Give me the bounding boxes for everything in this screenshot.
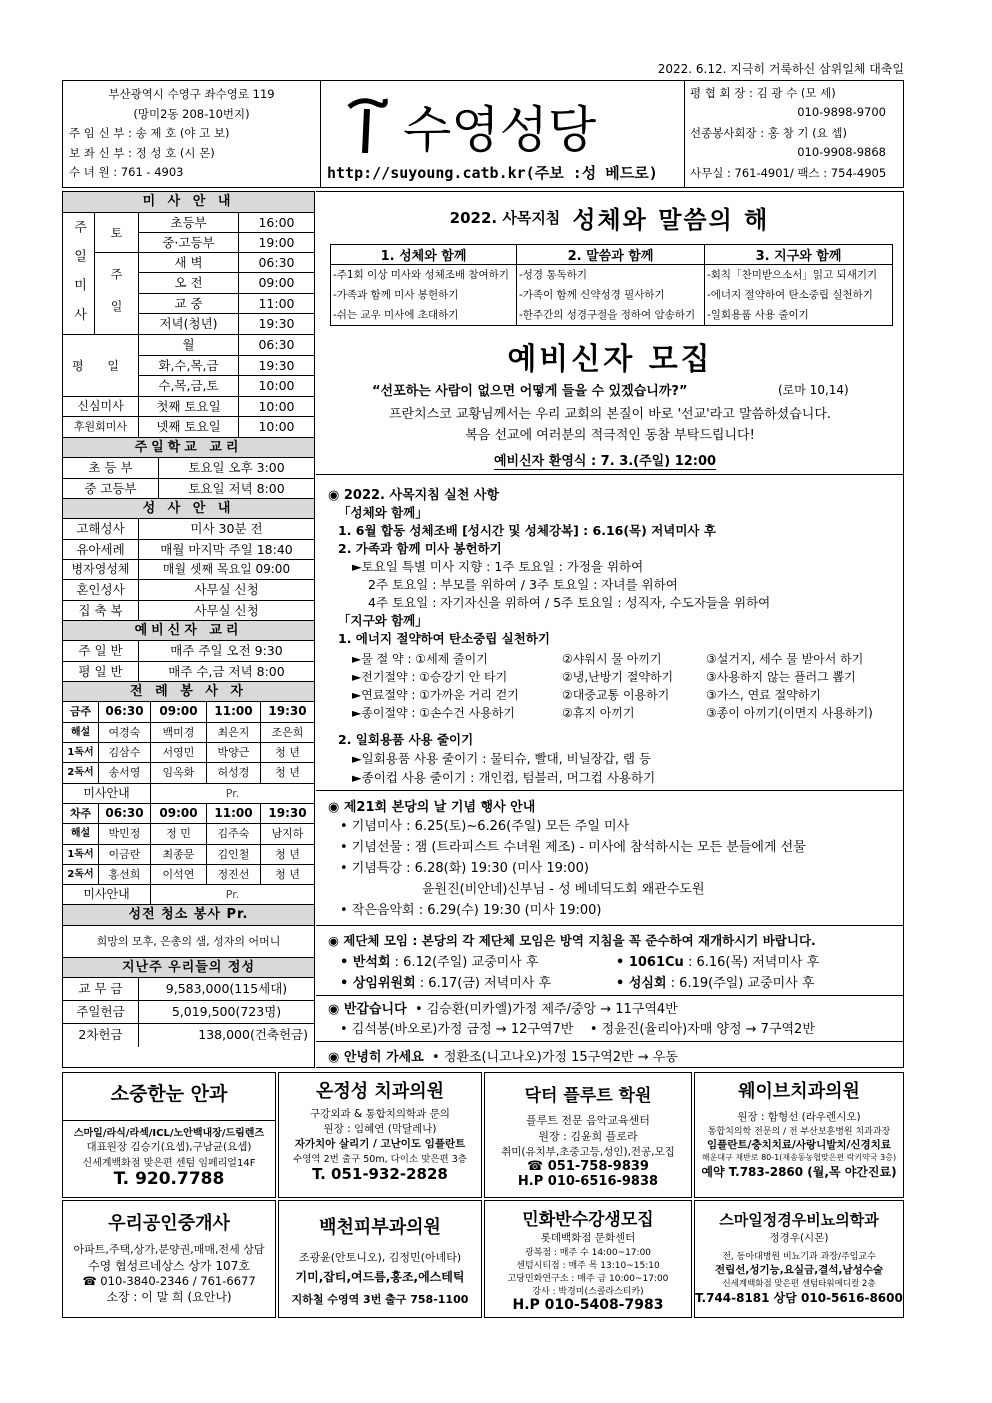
energy-item: ②대중교통 이용하기 — [562, 688, 670, 702]
group-time: 6.19(주일) 교중미사 후 — [679, 976, 815, 991]
mass-name: 화,수,목,금 — [139, 356, 239, 375]
offering-amount: 138,000(건축헌금) — [198, 1027, 308, 1043]
server-name: 정진선 — [207, 865, 261, 884]
ad-line: 구강외과 & 통합치의학과 문의 — [310, 1108, 450, 1120]
sacrament-time: 매월 셋째 목요일 09:00 — [162, 561, 291, 576]
school-time: 토요일 저녁 8:00 — [188, 480, 285, 496]
server-name: 조은희 — [271, 725, 304, 739]
cleaning-groups: 희망의 모후, 은총의 샘, 성자의 어머니 — [63, 926, 314, 958]
sunday-mass-label: 주 일 미 사 — [63, 213, 95, 335]
server-name: 남지하 — [271, 827, 304, 841]
group-time: 6.17(금) 저녁미사 후 — [428, 976, 551, 991]
ad-line: 원장 : 김윤희 플로라 — [538, 1130, 638, 1143]
server-name: 청 년 — [275, 746, 300, 760]
ad-phone: H.P 010-6516-9838 — [517, 1174, 659, 1189]
recruit-line2: 복음 선교에 여러분의 적극적인 동참 부탁드립니다! — [465, 428, 755, 443]
guide-label: 미사안내 — [63, 784, 151, 803]
server-name: 청 년 — [275, 867, 300, 881]
week-label: 금주 — [63, 702, 99, 721]
ad-phone: T. 051-932-2828 — [312, 1165, 448, 1183]
guide-value: Pr. — [225, 786, 240, 800]
ad-line: 수영역 2번 출구 50m, 다이소 맞은편 3층 — [293, 1154, 467, 1165]
recruit-quote: “선포하는 사람이 없으면 어떻게 들을 수 있겠습니까?” — [372, 384, 688, 399]
server-name: 청 년 — [275, 766, 300, 780]
farewell-item: • 정환조(니고나오)가정 15구역2반 → 우동 — [432, 1050, 678, 1065]
ad-phone: T.744-8181 상담 010-5616-8600 — [695, 1291, 903, 1305]
weekday-label: 평 일 — [63, 335, 139, 396]
divider — [316, 995, 904, 996]
role: 2독서 — [63, 763, 99, 782]
class-name: 평 일 반 — [63, 662, 139, 681]
welcome-section — [328, 1000, 815, 1040]
ad-urology[interactable] — [694, 1200, 904, 1318]
convent: 수 녀 원 : 761 - 4903 — [69, 165, 184, 179]
ad-line: 원장 : 함형선 (라우렌시오) — [737, 1111, 861, 1123]
practice-line: 1. 6월 합동 성체조배 [성시간 및 성체강복] : 6.16(목) 저녁미사 후 — [338, 523, 716, 538]
left-column — [62, 191, 315, 1068]
sacrament-title: 성 사 안 내 — [63, 499, 314, 520]
offering-amount: 5,019,500(723명) — [171, 1004, 282, 1020]
ad-line: 스마일/라식/라섹/ICL/노안백내장/드림렌즈 — [63, 1120, 275, 1139]
role: 1독서 — [63, 743, 99, 762]
energy-item: ③설거지, 세수 물 받아서 하기 — [706, 652, 864, 666]
logo-area — [321, 81, 685, 187]
ad-title: 온정성 치과의원 — [316, 1081, 444, 1102]
pastoral-item: -가족과 함께 미사 봉헌하기 — [333, 289, 459, 301]
offering-name: 2차헌금 — [63, 1024, 139, 1047]
mass-time: 19:00 — [258, 234, 295, 250]
mass-time: 06:30 — [258, 255, 295, 271]
server-name: 정 민 — [151, 824, 207, 843]
server-name: 허성경 — [207, 763, 261, 782]
saturday-label: 토 — [95, 213, 139, 254]
ad-dental-2[interactable] — [694, 1072, 904, 1198]
devotion-mass: 신심미사 — [63, 397, 139, 416]
address: 부산광역시 수영구 좌수영로 119 — [108, 87, 275, 101]
server-time: 19:30 — [268, 704, 307, 719]
pastoral-col-title: 1. 성체와 함께 — [331, 245, 516, 265]
guide-value: Pr. — [225, 888, 240, 902]
cleaning-title: 성전 청소 봉사 Pr. — [63, 905, 314, 926]
practice-lines — [338, 504, 770, 648]
mass-name: 저녁(청년) — [139, 314, 239, 334]
server-time: 11:00 — [207, 804, 261, 823]
ad-phone: 소장 : 이 말 희 (요안나) — [106, 1290, 232, 1304]
server-name: 박양근 — [207, 743, 261, 762]
server-name: 김주숙 — [207, 824, 261, 843]
ad-phone: 예약 T.783-2860 (월,목 야간진료) — [701, 1165, 897, 1179]
energy-item: ►연료절약 : ①가까운 거리 걷기 — [352, 688, 519, 702]
devotion-time: 10:00 — [258, 399, 295, 415]
sacrament-name: 유아세례 — [63, 540, 139, 559]
feast-line: • 기념선물 : 잼 (트라피스트 수녀원 제조) - 미사에 참석하시는 모든 분들에게 선물 — [340, 840, 806, 855]
ad-line: 전, 동아대병원 비뇨기과 과장/주임교수 — [722, 1252, 876, 1262]
server-name: 이석연 — [151, 865, 207, 884]
disposable-line: 2. 일회용품 사용 줄이기 — [338, 732, 474, 747]
ad-line: 조광윤(안토니오), 김정민(아녜타) — [298, 1251, 462, 1264]
ad-title: 닥터 플루트 학원 — [524, 1086, 652, 1106]
feast-head: ◉ 제21회 본당의 날 기념 행사 안내 — [328, 800, 536, 815]
class-time: 매주 주일 오전 9:30 — [170, 643, 283, 659]
ad-line: 플루트 전문 음악교육센터 — [526, 1114, 650, 1127]
funeral-phone: 010-9908-9868 — [797, 145, 886, 159]
mass-title: 미 사 안 내 — [63, 192, 314, 213]
feast-line: 윤원진(비안네)신부님 - 성 베네딕도회 왜관수도원 — [422, 882, 705, 897]
energy-item: ②휴지 아끼기 — [562, 706, 635, 720]
server-name: 서영민 — [151, 743, 207, 762]
class-time: 매주 수,금 저녁 8:00 — [168, 663, 285, 679]
server-name: 이금란 — [99, 845, 151, 864]
welcome-head: ◉ 반갑습니다 — [328, 1002, 407, 1017]
sunday-label: 주 일 — [95, 253, 139, 334]
ad-phone: H.P 010-5408-7983 — [512, 1297, 664, 1313]
pastoral-item: -에너지 절약하여 탄소중립 실천하기 — [707, 289, 873, 301]
practice-line: 1. 에너지 절약하여 탄소중립 실천하기 — [338, 631, 550, 646]
week-label: 차주 — [63, 804, 99, 823]
divider — [316, 790, 904, 791]
pastoral-table — [330, 244, 893, 326]
ad-phone: ☎ 051-758-9839 — [527, 1159, 649, 1174]
school-time: 토요일 오후 3:00 — [188, 460, 285, 476]
pastoral-item: -쉬는 교우 미사에 초대하기 — [333, 309, 459, 321]
office-contact: 사무실 : 761-4901/ 팩스 : 754-4905 — [690, 166, 887, 180]
pastor: 주 임 신 부 : 송 제 호 (야 고 보) — [69, 126, 230, 140]
pastoral-item: -성경 통독하기 — [519, 269, 587, 281]
right-column — [316, 191, 904, 1068]
ad-title: 소중한눈 안과 — [110, 1083, 228, 1105]
server-name: 박민정 — [99, 824, 151, 843]
mass-time: 06:30 — [258, 337, 295, 353]
ad-dental-1[interactable] — [278, 1072, 482, 1198]
server-time: 09:00 — [151, 702, 207, 721]
devotion-day: 첫째 토요일 — [139, 397, 239, 416]
mass-name: 교 중 — [139, 294, 239, 313]
ad-title: 민화반수강생모집 — [522, 1210, 654, 1230]
ad-phone: 지하철 수영역 3번 출구 758-1100 — [291, 1293, 469, 1306]
ad-line: 취미(유치부,초중고등,성인),전공,모집 — [501, 1146, 675, 1158]
mass-time: 19:30 — [258, 357, 295, 373]
farewell-head: ◉ 안녕히 가세요 — [328, 1050, 424, 1065]
energy-item: ③사용하지 않는 플러그 뽑기 — [706, 670, 856, 684]
sacrament-time: 매월 마지막 주일 18:40 — [160, 541, 293, 557]
pastoral-year: 2022. 사목지침 — [449, 208, 561, 227]
pastoral-col — [517, 245, 705, 325]
role: 해설 — [63, 723, 99, 742]
role: 해설 — [63, 824, 99, 843]
ad-line: 고당민화연구소 : 매주 금 10:00~17:00 — [507, 1274, 669, 1284]
mass-time: 09:00 — [258, 275, 295, 291]
disposable-line: ►종이컵 사용 줄이기 : 개인컵, 텀블러, 머그컵 사용하기 — [352, 770, 656, 785]
server-name: 여경숙 — [99, 723, 151, 742]
energy-item: ②냉,난방기 절약하기 — [562, 670, 674, 684]
funeral-president: 선종봉사회장 : 홍 창 기 (요 셉) — [690, 126, 847, 140]
mass-name: 월 — [139, 335, 239, 354]
pastoral-col — [331, 245, 517, 325]
group-time: 6.16(목) 저녁미사 후 — [696, 955, 820, 970]
pastoral-item: -가족이 함께 신약성경 필사하기 — [519, 289, 665, 301]
practice-line: 「성체와 함께」 — [338, 505, 428, 520]
server-name: 최종문 — [151, 845, 207, 864]
energy-item: ►전기절약 : ①승강기 안 타기 — [352, 670, 508, 684]
ad-line: 아파트,주택,상가,분양권,매매,전세 상담 — [73, 1243, 265, 1256]
energy-item: ►종이절약 : ①손수건 사용하기 — [352, 706, 515, 720]
masthead — [62, 80, 904, 188]
ad-line: 신세계백화점 맞은편 센텀타워메디컬 2층 — [722, 1279, 876, 1289]
ad-line: 강사 : 박경미(스콜라스티카) — [532, 1287, 644, 1297]
sacrament-time: 사무실 신청 — [194, 582, 259, 598]
guide-label: 미사안내 — [63, 885, 151, 904]
divider — [316, 925, 904, 926]
catechumen-title: 예비신자 교리 — [63, 621, 314, 642]
group-time: 6.12(주일) 교중미사 후 — [403, 955, 539, 970]
server-time: 09:00 — [151, 804, 207, 823]
pastoral-col-title: 2. 말씀과 함께 — [517, 245, 704, 265]
pastoral-item: -주1회 이상 미사와 성체조배 참여하기 — [333, 269, 509, 281]
mass-time: 11:00 — [258, 295, 295, 311]
server-name: 김인철 — [207, 845, 261, 864]
sacrament-name: 병자영성체 — [63, 560, 139, 579]
practice-line: 「지구와 함께」 — [338, 613, 428, 628]
ad-line: 자가치아 살리기 / 고난이도 임플란트 — [294, 1138, 466, 1150]
divider — [316, 474, 904, 475]
mass-time: 16:00 — [258, 214, 295, 230]
mass-time: 10:00 — [258, 377, 295, 393]
ad-eye-clinic[interactable] — [62, 1072, 276, 1198]
farewell-section — [328, 1046, 678, 1065]
feast-line: • 기념미사 : 6.25(토)~6.26(주일) 모든 주일 미사 — [340, 819, 630, 834]
server-name: 청 년 — [275, 847, 300, 861]
pastoral-col — [705, 245, 892, 325]
ad-line: 센텀시티점 : 매주 목 13:10~15:10 — [516, 1261, 660, 1271]
sacrament-time: 미사 30분 전 — [190, 521, 263, 537]
sacrament-name: 혼인성사 — [63, 580, 139, 599]
offering-amount: 9,583,000(115세대) — [165, 981, 288, 997]
role: 1독서 — [63, 845, 99, 864]
divider — [316, 1041, 904, 1042]
server-name: 김삼수 — [99, 743, 151, 762]
school-group: 초 등 부 — [63, 458, 159, 477]
energy-item: ③가스, 연료 절약하기 — [706, 688, 821, 702]
weekday-mass — [63, 335, 314, 397]
issue-date: 2022. 6.12. 지극히 거룩하신 삼위일체 대축일 — [657, 62, 904, 76]
groups-list: • 반석회 : 6.12(주일) 교중미사 후 • 1061Cu : 6.16(목) 저녁미사 후 • 상임위원회 : 6.17(금) 저녁미사 후 • 성심회 : 6.19(주일) 교중미사 후 — [340, 955, 820, 991]
welcome-item: • 김석봉(바오로)가정 금정 → 12구역7반 — [340, 1022, 574, 1037]
pastoral-item: -일회용품 사용 줄이기 — [707, 309, 809, 321]
parish-info — [63, 81, 321, 187]
energy-table — [352, 650, 873, 722]
ad-dermatology[interactable] — [278, 1200, 482, 1318]
ad-line: 정경우(시몬) — [769, 1232, 829, 1244]
ad-title: 웨이브치과의원 — [738, 1081, 860, 1102]
disposable-line: ►일회용품 사용 줄이기 : 물티슈, 빨대, 비닐장갑, 랩 등 — [352, 751, 652, 766]
ad-line: 해운대구 재반로 80-1(재송동농협맞은편 락키약국 3층) — [701, 1153, 897, 1162]
ad-line: 전립선,성기능,요실금,결석,남성수술 — [714, 1264, 884, 1276]
server-time: 06:30 — [99, 702, 151, 721]
support-time: 10:00 — [258, 419, 295, 435]
address-detail: (망미2동 208-10번지) — [133, 106, 250, 121]
sunday-school-title: 주일학교 교리 — [63, 438, 314, 459]
mass-table — [63, 213, 314, 336]
class-name: 주 일 반 — [63, 641, 139, 660]
group-name: • 상임위원회 — [340, 976, 416, 991]
pastoral-item: -회칙「찬미받으소서」읽고 되새기기 — [707, 269, 878, 281]
mass-name: 초등부 — [139, 213, 239, 232]
ad-title: 우리공인중개사 — [108, 1213, 230, 1234]
practice-line: ►토요일 특별 미사 지향 : 1주 토요일 : 가정을 위하여 — [352, 559, 644, 574]
pastoral-item: -한주간의 성경구절을 정하여 암송하기 — [519, 309, 696, 321]
pastoral-col-title: 3. 지구와 함께 — [705, 245, 892, 265]
sacrament-name: 고해성사 — [63, 519, 139, 538]
sacrament-name: 집 축 복 — [63, 601, 139, 620]
server-name: 송서영 — [99, 763, 151, 782]
sacrament-time: 사무실 신청 — [194, 602, 259, 618]
ad-line: 대표원장 김승기(요셉),구남균(요셉) — [86, 1141, 252, 1153]
ad-line: ☎ 010-3840-2346 / 761-6677 — [82, 1274, 256, 1288]
server-name: 백미경 — [151, 723, 207, 742]
support-day: 넷째 토요일 — [139, 417, 239, 436]
energy-item: ►물 절 약 : ①세제 줄이기 — [352, 652, 488, 666]
server-time: 19:30 — [268, 805, 307, 820]
group-name: • 성심회 — [616, 976, 667, 991]
recruit-welcome: 예비신자 환영식 : 7. 3.(주일) 12:00 — [494, 450, 716, 470]
servers-title: 전 례 봉 사 자 — [63, 682, 314, 703]
server-name: 임옥화 — [151, 763, 207, 782]
offering-name: 교 무 금 — [63, 978, 139, 1000]
ad-flute[interactable] — [484, 1072, 692, 1198]
ad-line: 통합치의학 전문의 / 전 부산보훈병원 치과과장 — [707, 1127, 891, 1137]
welcome-item: • 정윤진(율리아)자매 양정 → 7구역2반 — [589, 1022, 815, 1037]
website-url[interactable]: http://suyoung.catb.kr(주보 :성 베드로) — [327, 164, 658, 182]
logo-text: 수영성당 — [403, 101, 597, 159]
welcome-item: • 김승환(미카엘)가정 제주/중앙 → 11구역4반 — [414, 1002, 678, 1017]
role: 2독서 — [63, 865, 99, 884]
ad-line: 임플란트/충치치료/사랑니발치/신경치료 — [707, 1139, 891, 1151]
ad-realty[interactable] — [62, 1200, 276, 1318]
ad-line: 수영 협성르네상스 상가 107호 — [88, 1259, 250, 1273]
offering-name: 주일헌금 — [63, 1001, 139, 1023]
church-logo — [341, 87, 671, 165]
school-group: 중 고등부 — [63, 479, 159, 498]
groups-head: ◉ 제단체 모임 : 본당의 각 제단체 모임은 방역 지침을 꼭 준수하여 재개하시기 바랍니다. — [328, 933, 816, 948]
mass-name: 오 전 — [139, 273, 239, 292]
pastoral-header — [316, 192, 903, 242]
feast-line: • 작은음악회 : 6.29(수) 19:30 (미사 19:00) — [340, 903, 602, 918]
ad-title: 스마일정경우비뇨의학과 — [719, 1211, 879, 1229]
mass-time: 19:30 — [258, 315, 295, 331]
server-time: 11:00 — [207, 702, 261, 721]
energy-item: ②샤워시 물 아끼기 — [562, 652, 662, 666]
recruit-title: 예비신자 모집 — [507, 342, 713, 377]
disposable-lines — [338, 730, 655, 787]
recruit-line1: 프란치스코 교황님께서는 우리 교회의 본질이 바로 '선교'라고 말씀하셨습니다. — [388, 407, 832, 422]
feast-lines — [340, 816, 806, 921]
pastoral-theme: 성체와 말씀의 해 — [572, 205, 770, 234]
practice-head: ◉ 2022. 사목지침 실천 사항 — [328, 488, 500, 503]
council-president: 평 협 회 장 : 김 광 수 (모 세) — [690, 86, 836, 100]
ad-line: 원장 : 임혜연 (막달레나) — [323, 1123, 437, 1135]
ad-line: 광복점 : 매주 수 14:00~17:00 — [524, 1248, 652, 1258]
server-name: 최은지 — [207, 723, 261, 742]
mass-name: 새 벽 — [139, 253, 239, 272]
server-name: 홍선희 — [99, 865, 151, 884]
group-name: • 1061Cu — [616, 955, 684, 970]
practice-line: 2주 토요일 : 부모를 위하여 / 3주 토요일 : 자녀를 위하여 — [368, 577, 678, 592]
ad-folk-painting[interactable] — [484, 1200, 692, 1318]
offering-title: 지난주 우리들의 정성 — [63, 958, 314, 979]
support-mass: 후원회미사 — [63, 417, 139, 436]
mass-name: 수,목,금,토 — [139, 376, 239, 396]
council-phone: 010-9898-9700 — [797, 105, 886, 119]
recruit-ref: (로마 10,14) — [778, 383, 849, 397]
ad-title: 백천피부과의원 — [319, 1217, 441, 1238]
ad-line: 기미,잡티,여드름,홍조,에스테틱 — [295, 1270, 465, 1284]
contact-info — [685, 81, 905, 187]
ad-line: 롯데백화점 문화센터 — [540, 1232, 636, 1244]
server-time: 06:30 — [99, 804, 151, 823]
assistant-pastor: 보 좌 신 부 : 정 성 호 (시 몬) — [69, 145, 215, 160]
energy-item: ③종이 아끼기(이면지 사용하기) — [706, 706, 873, 720]
feast-line: • 기념특강 : 6.28(화) 19:30 (미사 19:00) — [340, 861, 589, 876]
mass-name: 중·고등부 — [139, 233, 239, 252]
practice-line: 2. 가족과 함께 미사 봉헌하기 — [338, 541, 502, 556]
ad-phone: T. 920.7788 — [113, 1169, 225, 1189]
ad-line: 신세계백화점 맞은편 센텀 임페리얼14F — [82, 1158, 256, 1169]
practice-line: 4주 토요일 : 자기자신을 위하여 / 5주 토요일 : 성직자, 수도자들을 위하여 — [368, 595, 771, 610]
group-name: • 반석회 — [340, 955, 391, 970]
